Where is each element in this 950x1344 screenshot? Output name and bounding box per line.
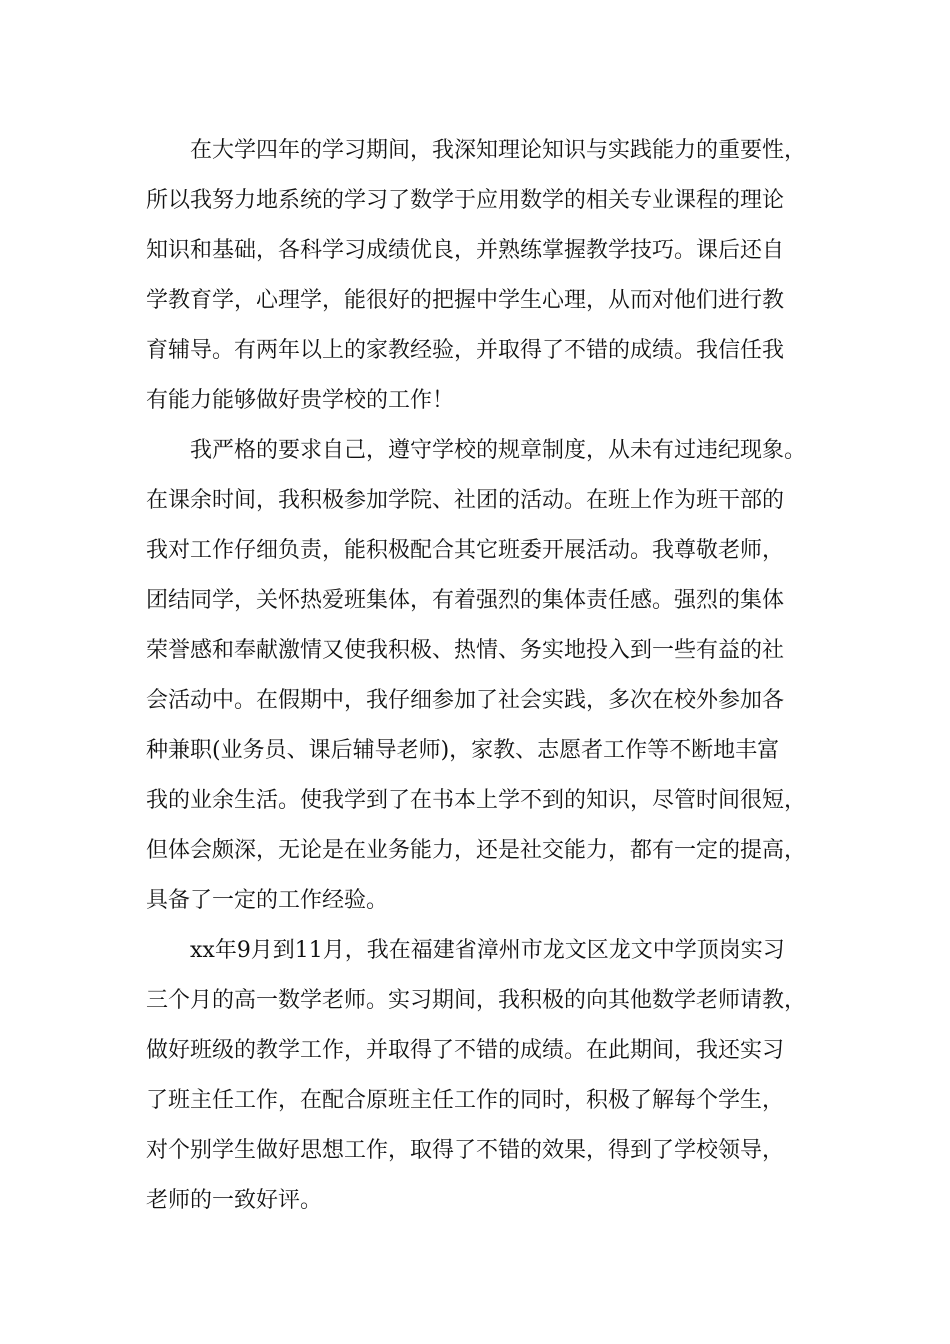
paragraph-line: 我对工作仔细负责，能积极配合其它班委开展活动。我尊敬老师，: [146, 538, 785, 563]
paragraph-line: 做好班级的教学工作，并取得了不错的成绩。在此期间，我还实习: [146, 1038, 785, 1063]
paragraph-line: 学教育学，心理学，能很好的把握中学生心理，从而对他们进行教: [146, 288, 785, 313]
paragraph-line: 老师的一致好评。: [146, 1188, 323, 1213]
paragraph-activities: [146, 426, 836, 926]
paragraph-line: 在课余时间，我积极参加学院、社团的活动。在班上作为班干部的: [146, 488, 785, 513]
document-body: [146, 126, 836, 1226]
paragraph-line: 所以我努力地系统的学习了数学于应用数学的相关专业课程的理论: [146, 188, 785, 213]
paragraph-line: 我严格的要求自己，遵守学校的规章制度，从未有过违纪现象。: [190, 438, 807, 463]
paragraph-line: 三个月的高一数学老师。实习期间，我积极的向其他数学老师请教，: [146, 988, 807, 1013]
paragraph-line: 对个别学生做好思想工作，取得了不错的效果，得到了学校领导，: [146, 1138, 785, 1163]
paragraph-line: xx年9月到11月，我在福建省漳州市龙文区龙文中学顶岗实习: [190, 938, 785, 963]
paragraph-line: 会活动中。在假期中，我仔细参加了社会实践，多次在校外参加各: [146, 688, 785, 713]
paragraph-line: 但体会颇深，无论是在业务能力，还是社交能力，都有一定的提高，: [146, 838, 807, 863]
paragraph-line: 育辅导。有两年以上的家教经验，并取得了不错的成绩。我信任我: [146, 338, 785, 363]
paragraph-line: 了班主任工作，在配合原班主任工作的同时，积极了解每个学生，: [146, 1088, 785, 1113]
paragraph-line: 在大学四年的学习期间，我深知理论知识与实践能力的重要性，: [190, 138, 807, 163]
paragraph-line: 荣誉感和奉献激情又使我积极、热情、务实地投入到一些有益的社: [146, 638, 785, 663]
paragraph-line: 有能力能够做好贵学校的工作！: [146, 388, 455, 413]
paragraph-line: 我的业余生活。使我学到了在书本上学不到的知识，尽管时间很短，: [146, 788, 807, 813]
paragraph-internship: [146, 926, 836, 1226]
paragraph-line: 团结同学，关怀热爱班集体，有着强烈的集体责任感。强烈的集体: [146, 588, 785, 613]
paragraph-study: [146, 126, 836, 426]
paragraph-line: 种兼职(业务员、课后辅导老师)，家教、志愿者工作等不断地丰富: [146, 738, 780, 763]
paragraph-line: 具备了一定的工作经验。: [146, 888, 389, 913]
paragraph-line: 知识和基础，各科学习成绩优良，并熟练掌握教学技巧。课后还自: [146, 238, 785, 263]
